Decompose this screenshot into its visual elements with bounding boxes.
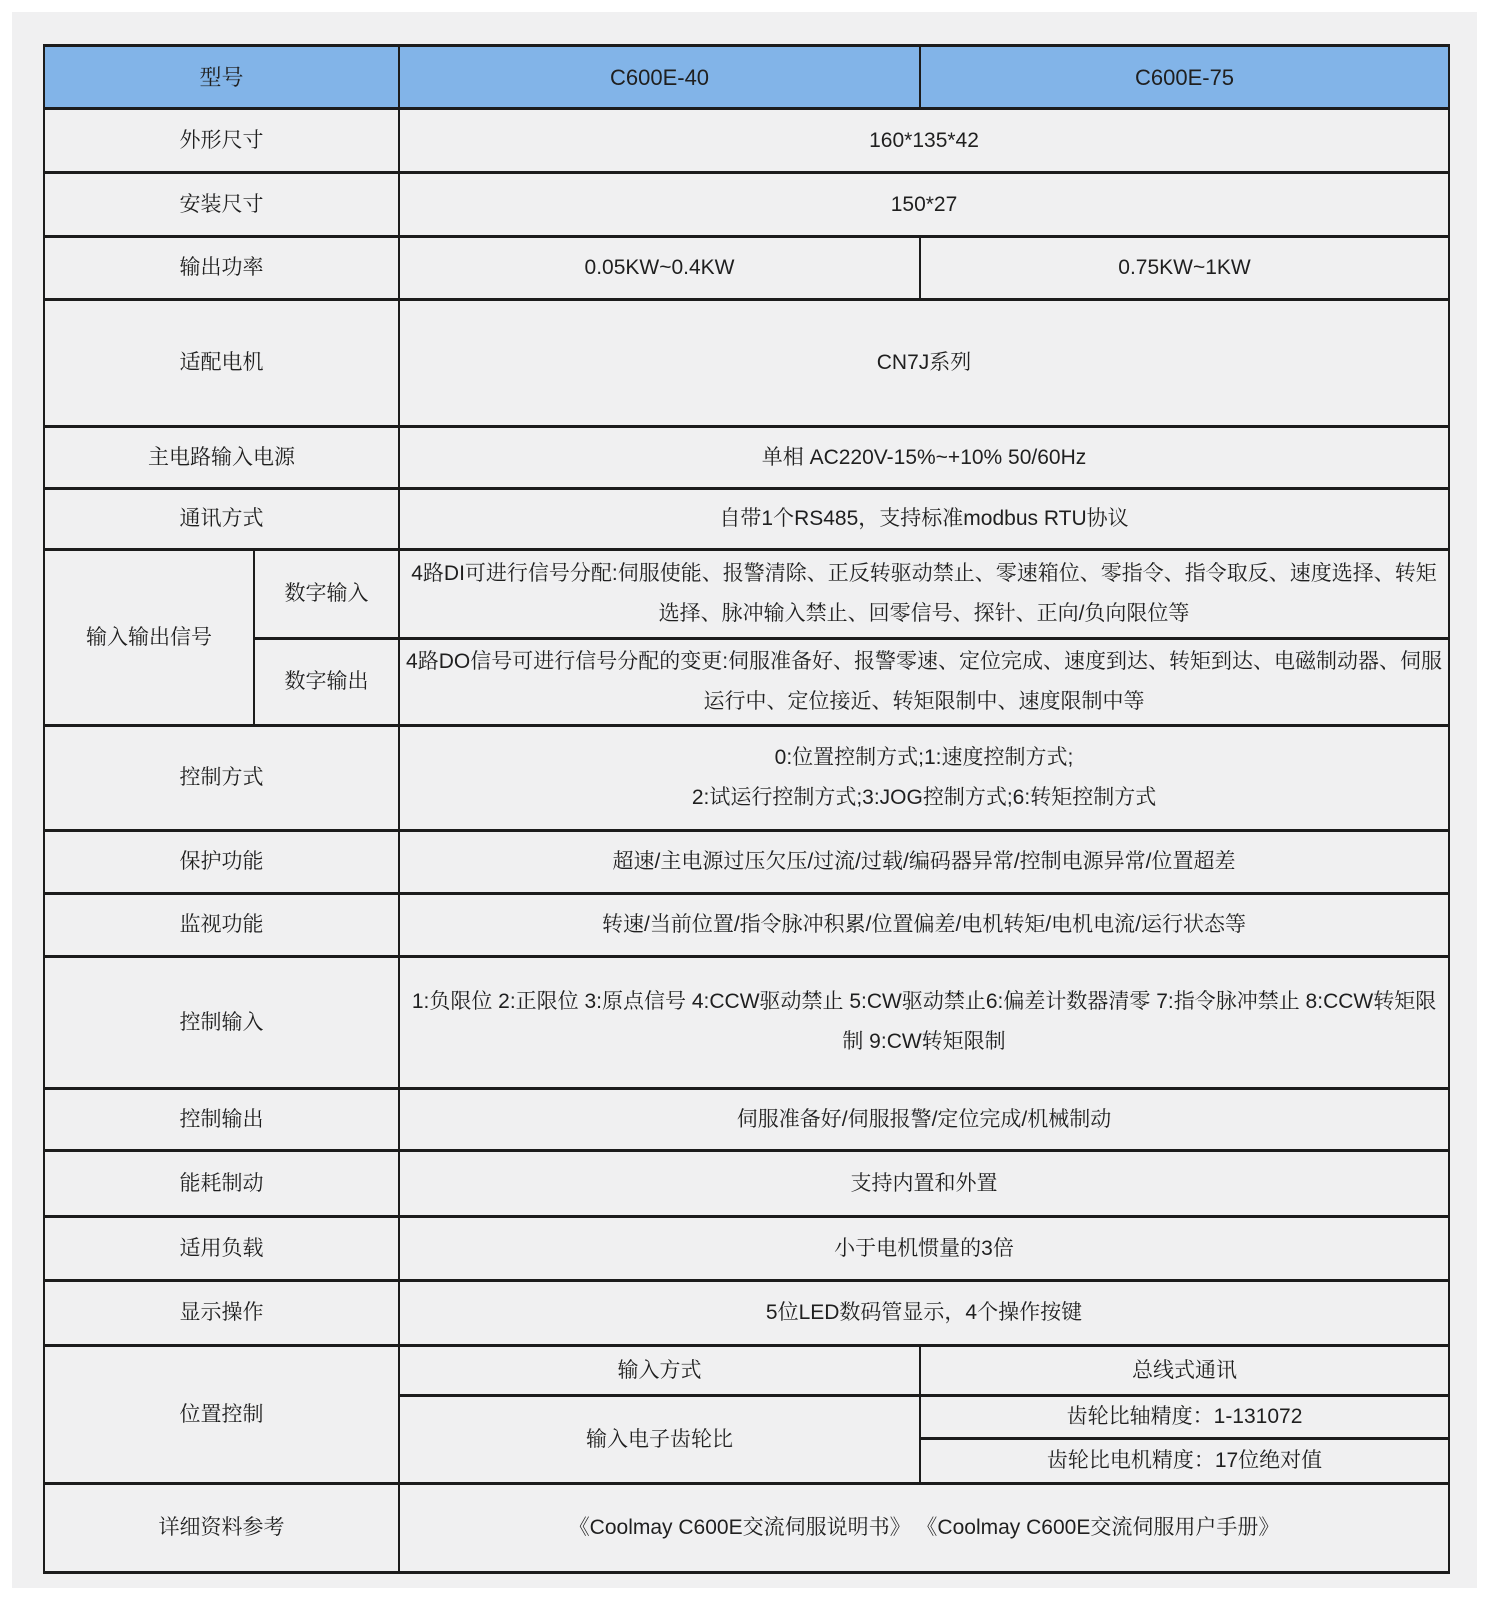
reference-value: 《Coolmay C600E交流伺服说明书》 《Coolmay C600E交流伺服用户手册》 (399, 1483, 1449, 1572)
header-model-label: 型号 (44, 46, 399, 109)
gear-motor-precision: 齿轮比电机精度：17位绝对值 (920, 1438, 1449, 1483)
row-monitoring (44, 893, 1449, 956)
control-mode-label: 控制方式 (44, 725, 399, 830)
row-reference (44, 1483, 1449, 1572)
row-main-power (44, 427, 1449, 489)
main-power-label: 主电路输入电源 (44, 427, 399, 489)
row-motor (44, 300, 1449, 427)
output-power-value-75: 0.75KW~1KW (920, 237, 1449, 300)
protection-label: 保护功能 (44, 830, 399, 893)
control-input-value: 1:负限位 2:正限位 3:原点信号 4:CCW驱动禁止 5:CW驱动禁止6:偏差计数器清零 7:指令脉冲禁止 8:CCW转矩限制 9:CW转矩限制 (399, 956, 1449, 1088)
row-digital-output (44, 639, 1449, 726)
dimensions-value: 160*135*42 (399, 109, 1449, 173)
header-model-c600e-75: C600E-75 (920, 46, 1449, 109)
io-label: 输入输出信号 (44, 550, 254, 726)
braking-label: 能耗制动 (44, 1150, 399, 1216)
monitoring-value: 转速/当前位置/指令脉冲积累/位置偏差/电机转矩/电机电流/运行状态等 (399, 893, 1449, 956)
row-control-input (44, 956, 1449, 1088)
row-protection (44, 830, 1449, 893)
row-mounting (44, 173, 1449, 237)
row-position-input-mode (44, 1345, 1449, 1395)
load-label: 适用负载 (44, 1216, 399, 1280)
position-control-label: 位置控制 (44, 1345, 399, 1483)
header-model-c600e-40: C600E-40 (399, 46, 920, 109)
monitoring-label: 监视功能 (44, 893, 399, 956)
header-row (44, 46, 1449, 109)
spec-panel (12, 12, 1477, 1588)
digital-input-label: 数字输入 (254, 550, 399, 639)
gear-axis-precision: 齿轮比轴精度：1-131072 (920, 1395, 1449, 1438)
digital-input-value: 4路DI可进行信号分配:伺服使能、报警清除、正反转驱动禁止、零速箱位、零指令、指令取反、速度选择、转矩选择、脉冲输入禁止、回零信号、探针、正向/负向限位等 (399, 550, 1449, 639)
display-value: 5位LED数码管显示，4个操作按键 (399, 1280, 1449, 1345)
row-dimensions (44, 109, 1449, 173)
mounting-value: 150*27 (399, 173, 1449, 237)
control-output-label: 控制输出 (44, 1088, 399, 1150)
main-power-value: 单相 AC220V-15%~+10% 50/60Hz (399, 427, 1449, 489)
protection-value: 超速/主电源过压欠压/过流/过载/编码器异常/控制电源异常/位置超差 (399, 830, 1449, 893)
gear-ratio-label: 输入电子齿轮比 (399, 1395, 920, 1483)
reference-label: 详细资料参考 (44, 1483, 399, 1572)
row-braking (44, 1150, 1449, 1216)
output-power-label: 输出功率 (44, 237, 399, 300)
motor-value: CN7J系列 (399, 300, 1449, 427)
row-control-mode (44, 725, 1449, 830)
braking-value: 支持内置和外置 (399, 1150, 1449, 1216)
row-load (44, 1216, 1449, 1280)
input-mode-value: 总线式通讯 (920, 1345, 1449, 1395)
output-power-value-40: 0.05KW~0.4KW (399, 237, 920, 300)
control-output-value: 伺服准备好/伺服报警/定位完成/机械制动 (399, 1088, 1449, 1150)
row-comm (44, 489, 1449, 550)
input-mode-label: 输入方式 (399, 1345, 920, 1395)
row-control-output (44, 1088, 1449, 1150)
mounting-label: 安装尺寸 (44, 173, 399, 237)
motor-label: 适配电机 (44, 300, 399, 427)
comm-label: 通讯方式 (44, 489, 399, 550)
control-mode-value (399, 725, 1449, 830)
digital-output-label: 数字输出 (254, 639, 399, 726)
row-output-power (44, 237, 1449, 300)
control-mode-line-2: 2:试运行控制方式;3:JOG控制方式;6:转矩控制方式 (691, 785, 1157, 809)
display-label: 显示操作 (44, 1280, 399, 1345)
row-digital-input (44, 550, 1449, 639)
digital-output-value: 4路DO信号可进行信号分配的变更:伺服准备好、报警零速、定位完成、速度到达、转矩到达、电磁制动器、伺服运行中、定位接近、转矩限制中、速度限制中等 (399, 639, 1449, 726)
dimensions-label: 外形尺寸 (44, 109, 399, 173)
control-input-label: 控制输入 (44, 956, 399, 1088)
comm-value: 自带1个RS485，支持标准modbus RTU协议 (399, 489, 1449, 550)
row-display (44, 1280, 1449, 1345)
load-value: 小于电机惯量的3倍 (399, 1216, 1449, 1280)
spec-table (43, 44, 1450, 1574)
control-mode-line-1: 0:位置控制方式;1:速度控制方式; (774, 745, 1074, 769)
